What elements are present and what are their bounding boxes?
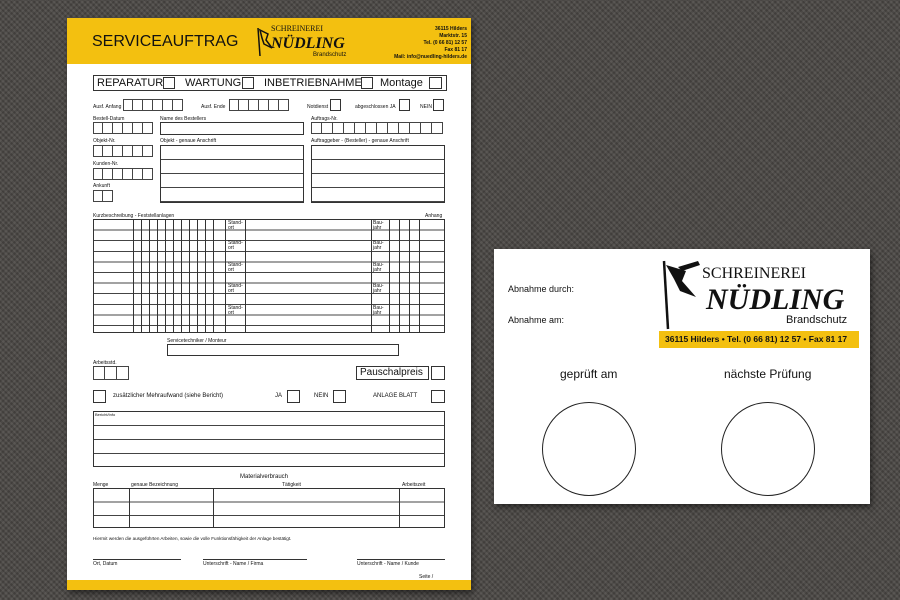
naechste-pruefung-circle[interactable] (721, 402, 815, 496)
mehraufwand-checkbox[interactable] (93, 390, 106, 403)
bericht-field[interactable] (93, 411, 445, 467)
naechste-pruefung-label: nächste Prüfung (724, 367, 812, 381)
auftraggeber-field[interactable] (311, 145, 445, 203)
arbeitsstd-label: Arbeitsstd. (93, 360, 117, 366)
card-company-sub: Brandschutz (786, 314, 848, 326)
kunden-nr-boxes[interactable] (93, 168, 153, 180)
reparatur-checkbox[interactable] (163, 77, 175, 89)
address-line4: Fax 81 17 (444, 47, 467, 53)
kurzbeschreibung-label: Kurzbeschreibung - Feststellanlagen (93, 213, 175, 219)
objekt-anschrift-field[interactable] (160, 145, 304, 203)
abgeschlossen-nein-checkbox[interactable] (433, 99, 444, 111)
ort-datum-label: Ort, Datum (93, 561, 118, 567)
seite-label: Seite / (419, 574, 434, 580)
materialverbrauch-label: Materialverbrauch (240, 474, 289, 480)
confirmation-text: Hiermit werden die ausgeführten Arbeiten, sowie die volle Funktionsfähigkeit der Anlage bestätigt. (93, 536, 292, 541)
carpenter-logo-icon (656, 257, 706, 332)
type-wartung-label: WARTUNG (185, 77, 242, 89)
type-montage-label: Montage (380, 77, 423, 89)
ausf-ende-boxes[interactable] (229, 99, 289, 111)
name-besteller-label: Name des Bestellers (160, 116, 207, 122)
mehraufwand-ja-checkbox[interactable] (287, 390, 300, 403)
anlage-blatt-checkbox[interactable] (431, 390, 445, 403)
bezeichnung-label: genaue Bezeichnung (131, 482, 178, 488)
unterschrift-firma-label: Unterschrift - Name / Firma (203, 561, 264, 567)
menge-label: Menge (93, 482, 109, 488)
taetigkeit-label: Tätigkeit (282, 482, 301, 488)
name-besteller-field[interactable] (160, 122, 304, 135)
ausf-anfang-boxes[interactable] (123, 99, 183, 111)
standort-label-3: Stand- ort (228, 262, 243, 273)
standort-label-4: Stand- ort (228, 283, 243, 294)
baujahr-label-1: Bau- jahr (373, 220, 384, 231)
inspection-card (494, 249, 870, 504)
nein-label: NEIN (420, 104, 432, 110)
card-company-name-2: NÜDLING (706, 283, 845, 316)
type-inbetriebnahme-label: INBETRIEBNAHME (264, 77, 362, 89)
ankunft-label: Ankunft (93, 183, 110, 189)
kunden-nr-label: Kunden-Nr. (93, 161, 119, 167)
form-footer (67, 580, 471, 590)
montage-checkbox[interactable] (429, 77, 442, 89)
ja-label: JA (275, 393, 283, 399)
standort-label-1: Stand- ort (228, 220, 243, 231)
geprueft-am-label: geprüft am (560, 367, 618, 381)
address-line1: 36115 Hilders (435, 26, 467, 32)
pauschalpreis-checkbox[interactable] (431, 366, 445, 380)
arbeitsstd-boxes[interactable] (93, 366, 129, 380)
notdienst-checkbox[interactable] (330, 99, 341, 111)
ankunft-boxes[interactable] (93, 190, 113, 202)
objekt-nr-boxes[interactable] (93, 145, 153, 157)
company-name-2: NÜDLING (271, 35, 345, 52)
address-line3: Tel. (0 66 81) 12 57 (423, 40, 467, 46)
baujahr-label-2: Bau- jahr (373, 240, 384, 251)
company-name-1: SCHREINEREI (271, 24, 323, 33)
auftrags-nr-label: Auftrags-Nr. (311, 116, 338, 122)
anlage-blatt-label: ANLAGE BLATT (373, 393, 418, 399)
auftraggeber-label: Auftraggeber - (Besteller) - genaue Anschrift (311, 138, 409, 144)
mehraufwand-nein-checkbox[interactable] (333, 390, 346, 403)
geprueft-am-circle[interactable] (542, 402, 636, 496)
nein2-label: NEIN (314, 393, 329, 399)
abnahme-durch-label: Abnahme durch: (508, 284, 575, 294)
ausf-ende-label: Ausf. Ende (201, 104, 226, 110)
servicetechniker-label: Servicetechniker / Monteur (167, 338, 227, 344)
company-sub: Brandschutz (313, 52, 347, 58)
abgeschlossen-ja-checkbox[interactable] (399, 99, 410, 111)
auftrags-nr-boxes[interactable] (311, 122, 443, 134)
unterschrift-kunde-label: Unterschrift - Name / Kunde (357, 561, 419, 567)
mehraufwand-label: zusätzlicher Mehraufwand (siehe Bericht) (113, 393, 224, 399)
abgeschlossen-label: abgeschlossen JA (355, 104, 396, 110)
objekt-anschrift-label: Objekt - genaue Anschrift (160, 138, 217, 144)
servicetechniker-field[interactable] (167, 344, 399, 356)
ausf-anfang-label: Ausf. Anfang (93, 104, 122, 110)
baujahr-label-5: Bau- jahr (373, 305, 384, 316)
card-contact-text: 36115 Hilders • Tel. (0 66 81) 12 57 • Fax 81 17 (665, 334, 848, 344)
inbetriebnahme-checkbox[interactable] (361, 77, 373, 89)
wartung-checkbox[interactable] (242, 77, 254, 89)
card-company-name-1: SCHREINEREI (702, 265, 806, 282)
service-order-form (67, 18, 471, 590)
address-line5: Mail: info@nuedling-hilders.de (394, 54, 467, 60)
address-line2: Marktstr. 15 (439, 33, 467, 39)
pauschalpreis-label: Pauschalpreis (360, 367, 423, 378)
feststellanlagen-table[interactable] (93, 219, 445, 333)
anhang-label: Anhang (425, 213, 443, 219)
standort-label-2: Stand- ort (228, 240, 243, 251)
form-title: SERVICEAUFTRAG (92, 33, 239, 50)
type-reparatur-label: REPARATUR (97, 77, 164, 89)
objekt-nr-label: Objekt-Nr. (93, 138, 116, 144)
arbeitszeit-label: Arbeitszeit (402, 482, 426, 488)
bestell-datum-label: Bestell-Datum (93, 116, 125, 122)
baujahr-label-3: Bau- jahr (373, 262, 384, 273)
notdienst-label: Notdienst (307, 104, 329, 110)
baujahr-label-4: Bau- jahr (373, 283, 384, 294)
bestell-datum-boxes[interactable] (93, 122, 153, 134)
bericht-label: Bericht/Info (95, 412, 116, 417)
standort-label-5: Stand- ort (228, 305, 243, 316)
material-table[interactable] (93, 488, 445, 528)
abnahme-am-label: Abnahme am: (508, 315, 565, 325)
